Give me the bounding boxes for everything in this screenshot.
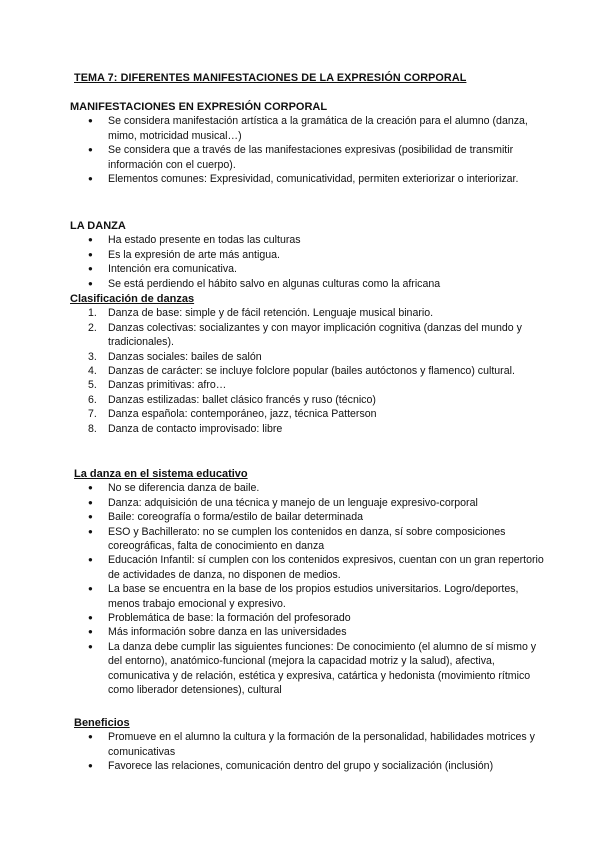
list-item: ● Se considera manifestación artística a la gramática de la creación para el alumno (danza, mimo, motricidad musical…) (70, 114, 540, 143)
list-item (70, 422, 540, 436)
item-number: 4. (88, 365, 97, 378)
section-heading: Beneficios (74, 717, 130, 729)
item-text: Danzas de carácter: se incluye folclore popular (bailes autóctonos y flamenco) cultural. (108, 365, 515, 378)
item-number: 1. (88, 307, 97, 320)
section-beneficios (74, 716, 544, 774)
list-item (70, 306, 540, 320)
section-clasificacion (70, 292, 540, 436)
list-item: ● ESO y Bachillerato: no se cumplen los contenidos en danza, sí sobre composiciones coreográficas, falta de conocimiento en danza (70, 525, 544, 554)
list-item: ● Educación Infantil: sí cumplen con los contenidos expresivos, cuentan con un gran repertorio de actividades de danza, no disponen de medios. (70, 553, 544, 582)
list-item: ● Promueve en el alumno la cultura y la formación de la personalidad, habilidades motrices y comunicativas (70, 730, 544, 759)
bullet-list (70, 233, 540, 291)
list-item: ● Elementos comunes: Expresividad, comunicatividad, permiten exteriorizar o interiorizar. (70, 172, 540, 186)
item-number: 5. (88, 379, 97, 392)
item-number: 8. (88, 422, 97, 435)
section-heading: LA DANZA (70, 220, 126, 232)
list-item (70, 378, 540, 392)
section-sistema-educativo (74, 467, 544, 698)
section-manifestaciones (70, 100, 540, 186)
item-text: Danzas sociales: bailes de salón (108, 350, 262, 363)
section-heading: La danza en el sistema educativo (74, 468, 248, 480)
list-item (70, 407, 540, 421)
section-heading: MANIFESTACIONES EN EXPRESIÓN CORPORAL (70, 101, 328, 113)
list-item: ● Se considera que a través de las manifestaciones expresivas (posibilidad de transmitir información con el cuerpo). (70, 143, 540, 172)
list-item: ● No se diferencia danza de baile. (70, 481, 544, 495)
list-item: ● Danza: adquisición de una técnica y manejo de un lenguaje expresivo-corporal (70, 496, 544, 510)
section-heading: Clasificación de danzas (70, 293, 195, 305)
list-item: ● Es la expresión de arte más antigua. (70, 248, 540, 262)
list-item (70, 321, 540, 350)
item-text: Danza española: contemporáneo, jazz, técnica Patterson (108, 408, 377, 421)
item-number: 3. (88, 350, 97, 363)
item-text: Danzas colectivas: socializantes y con mayor implicación cognitiva (danzas del mundo y tradicionales). (108, 321, 522, 349)
list-item: ● Favorece las relaciones, comunicación dentro del grupo y socialización (inclusión) (70, 759, 544, 773)
section-la-danza (70, 219, 540, 291)
list-item (70, 364, 540, 378)
item-text: Danza de base: simple y de fácil retención. Lenguaje musical binario. (108, 307, 434, 320)
list-item: ● La danza debe cumplir las siguientes funciones: De conocimiento (el alumno de sí mismo y del entorno), anatómico-funcional (mejora la capacidad motriz y la salud), afectiva, comunicativa y de relación, estética y expresiva, catártica y hedonista (movimiento rítmico como liberador detensiones), cultural (70, 640, 544, 698)
item-text: Danza de contacto improvisado: libre (108, 422, 283, 435)
list-item (70, 350, 540, 364)
list-item: ● Intención era comunicativa. (70, 262, 540, 276)
item-text: Danzas estilizadas: ballet clásico francés y ruso (técnico) (108, 393, 376, 406)
list-item: ● Baile: coreografía o forma/estilo de bailar determinada (70, 510, 544, 524)
list-item: ● Ha estado presente en todas las culturas (70, 233, 540, 247)
bullet-list (70, 730, 544, 773)
item-number: 2. (88, 321, 97, 334)
item-number: 6. (88, 393, 97, 406)
item-text: Danzas primitivas: afro… (108, 379, 227, 392)
list-item: ● Se está perdiendo el hábito salvo en algunas culturas como la africana (70, 277, 540, 291)
document-title: TEMA 7: DIFERENTES MANIFESTACIONES DE LA EXPRESIÓN CORPORAL (74, 72, 467, 84)
list-item (70, 393, 540, 407)
list-item: ● Más información sobre danza en las universidades (70, 625, 544, 639)
bullet-list (70, 481, 544, 697)
numbered-list (70, 306, 540, 436)
item-number: 7. (88, 408, 97, 421)
bullet-list (70, 114, 540, 186)
list-item: ● La base se encuentra en la base de los propios estudios universitarios. Logro/deportes, menos trabajo emocional y expresivo. (70, 582, 544, 611)
list-item: ● Problemática de base: la formación del profesorado (70, 611, 544, 625)
